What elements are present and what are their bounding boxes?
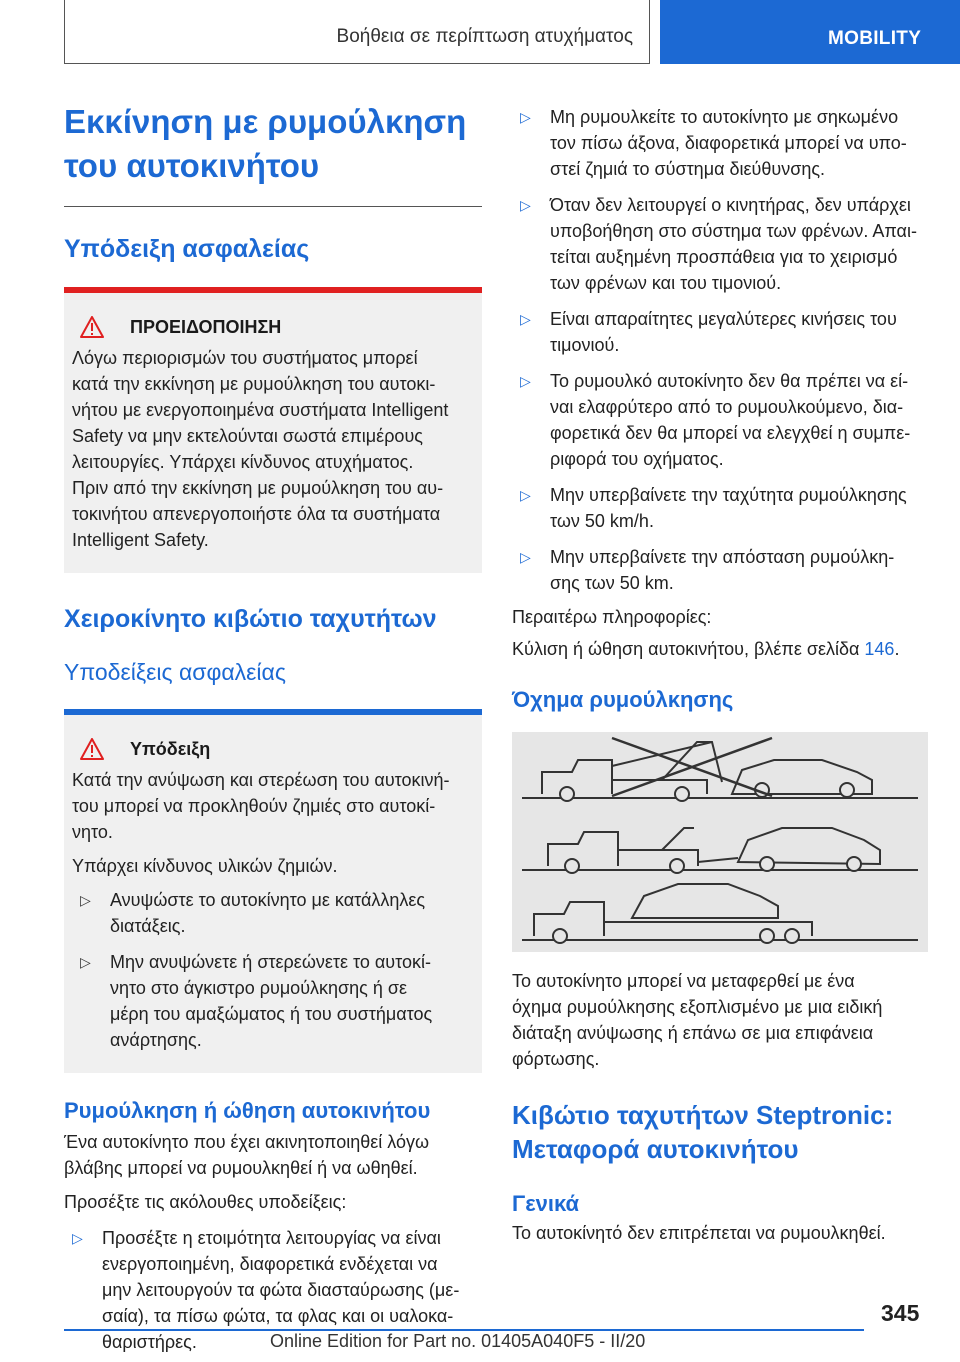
page-number: 345 — [881, 1300, 920, 1326]
header-tab[interactable] — [660, 0, 960, 64]
safety-notes-heading: Υποδείξεις ασφαλείας — [64, 659, 286, 685]
cross-reference: Κύλιση ή ώθηση αυτοκινήτου, βλέπε σελίδα 146. — [512, 639, 900, 659]
list-item: ▷ Μη ρυμουλκείτε το αυτοκίνητο με σηκωμένο τον πίσω άξονα, διαφορετικά μπορεί να υπο- στεί ζημιά το σύστημα διεύθυνσης. — [512, 104, 928, 182]
title-rule — [64, 206, 482, 207]
warning-text: Λόγω περιορισμών του συστήματος μπορεί κατά την εκκίνηση με ρυμούλκηση του αυτοκι- νήτου με ενεργοποιημένα συστήματα Intelligent Safety να μην εκτελούνται σωστά επιμέρους λειτουργίες. Υπάρχει κίνδυνος ατυχήματος. Πριν από την εκκίνηση με ρυμούλκηση του αυ- τοκινήτου απενεργοποιήστε όλα τα συστήματα Intelligent Safety. — [72, 348, 449, 550]
header-tab-label: MOBILITY — [828, 28, 922, 49]
bullet-triangle-icon: ▷ — [72, 1230, 83, 1246]
warning-title-row — [72, 315, 474, 339]
towing-paragraph: Ένα αυτοκίνητο που έχει ακινητοποιηθεί λόγω βλάβης μπορεί να ρυμουλκηθεί ή να ωθηθεί. — [64, 1132, 430, 1178]
right-column — [512, 100, 928, 1246]
page-title: Εκκίνηση με ρυμούλκηση του αυτοκινήτου — [64, 103, 467, 184]
notice-box — [64, 709, 482, 1073]
warning-title: ΠΡΟΕΙΔΟΠΟΙΗΣΗ — [130, 317, 282, 337]
notice-title-row — [72, 737, 474, 761]
list-item: ▷ Ανυψώστε το αυτοκίνητο με κατάλληλες διατάξεις. — [72, 887, 474, 939]
towing-note: Προσέξτε τις ακόλουθες υποδείξεις: — [64, 1192, 347, 1212]
safety-heading: Υπόδειξη ασφαλείας — [64, 235, 310, 263]
header-section-title: Βοήθεια σε περίπτωση ατυχήματος — [336, 26, 633, 47]
steptronic-heading: Κιβώτιο ταχυτήτων Steptronic: Μεταφορά αυτοκινήτου — [512, 1100, 894, 1164]
bullet-triangle-icon: ▷ — [520, 549, 531, 565]
left-column — [64, 100, 482, 1355]
warning-box — [64, 287, 482, 573]
notice-list — [72, 887, 474, 1053]
list-item: ▷ Είναι απαραίτητες μεγαλύτερες κινήσεις του τιμονιού. — [512, 306, 928, 358]
more-info-label: Περαιτέρω πληροφορίες: — [512, 607, 712, 627]
list-item: ▷ Μην ανυψώνετε ή στερεώνετε το αυτοκί- νητο στο άγκιστρο ρυμούλκησης ή σε μέρη του αμαξώματος ή του συστήματος ανάρτησης. — [72, 949, 474, 1053]
warning-triangle-icon — [80, 316, 104, 338]
bullet-triangle-icon: ▷ — [520, 109, 531, 125]
tow-vehicles-illustration — [512, 732, 928, 952]
bullet-triangle-icon: ▷ — [520, 311, 531, 327]
list-item: ▷ Όταν δεν λειτουργεί ο κινητήρας, δεν υπάρχει υποβοήθηση στο σύστημα των φρένων. Απαι- τείται αυξημένη προσπάθεια για το χειρισμό των φρένων και του τιμονιού. — [512, 192, 928, 296]
notice-para-1: Κατά την ανύψωση και στερέωση του αυτοκινή- του μπορεί να προκληθούν ζημιές στο αυτοκί- νητο. — [72, 770, 450, 842]
tow-vehicle-heading: Όχημα ρυμούλκησης — [512, 687, 734, 712]
list-item: ▷ Το ρυμουλκό αυτοκίνητο δεν θα πρέπει να εί- ναι ελαφρύτερο από το ρυμουλκούμενο, δια- φορετικά δεν θα μπορεί να ελεγχθεί η συμπε- ριφορά του οχήματος. — [512, 368, 928, 472]
list-item: ▷ Προσέξτε η ετοιμότητα λειτουργίας να είναι ενεργοποιημένη, διαφορετικά ενδέχεται να μην λειτουργούν τα φώτα διασταύρωσης (με- σαία), τα πίσω φώτα, τα φλας και οι υαλοκα- θαριστήρες. — [64, 1225, 482, 1355]
bullet-triangle-icon: ▷ — [520, 373, 531, 389]
bullet-triangle-icon: ▷ — [80, 954, 91, 970]
header-section-box — [64, 0, 650, 64]
general-paragraph: Το αυτοκίνητό δεν επιτρέπεται να ρυμουλκηθεί. — [512, 1223, 886, 1243]
bullet-triangle-icon: ▷ — [520, 487, 531, 503]
towing-rules-list — [512, 104, 928, 596]
tow-vehicle-paragraph: Το αυτοκίνητο μπορεί να μεταφερθεί με ένα όχημα ρυμούλκησης εξοπλισμένο με μια ειδική διάταξη ανύψωσης ή επάνω σε μια επιφάνεια φόρτωσης. — [512, 971, 883, 1069]
list-item: ▷ Μην υπερβαίνετε την ταχύτητα ρυμούλκησης των 50 km/h. — [512, 482, 928, 534]
bullet-triangle-icon: ▷ — [520, 197, 531, 213]
notice-title: Υπόδειξη — [130, 739, 211, 759]
manual-transmission-heading: Χειροκίνητο κιβώτιο ταχυτήτων — [64, 605, 437, 633]
page-reference-link[interactable]: 146 — [864, 639, 895, 659]
edition-note: Online Edition for Part no. 01405A040F5 - II/20 — [270, 1331, 646, 1351]
tow-trucks-image — [512, 732, 928, 952]
list-item: ▷ Μην υπερβαίνετε την απόσταση ρυμούλκη- σης των 50 km. — [512, 544, 928, 596]
general-heading: Γενικά — [512, 1191, 580, 1216]
notice-triangle-icon — [80, 738, 104, 760]
towing-heading: Ρυμούλκηση ή ώθηση αυτοκινήτου — [64, 1098, 431, 1123]
bullet-triangle-icon: ▷ — [80, 892, 91, 908]
notice-para-2: Υπάρχει κίνδυνος υλικών ζημιών. — [72, 856, 338, 876]
